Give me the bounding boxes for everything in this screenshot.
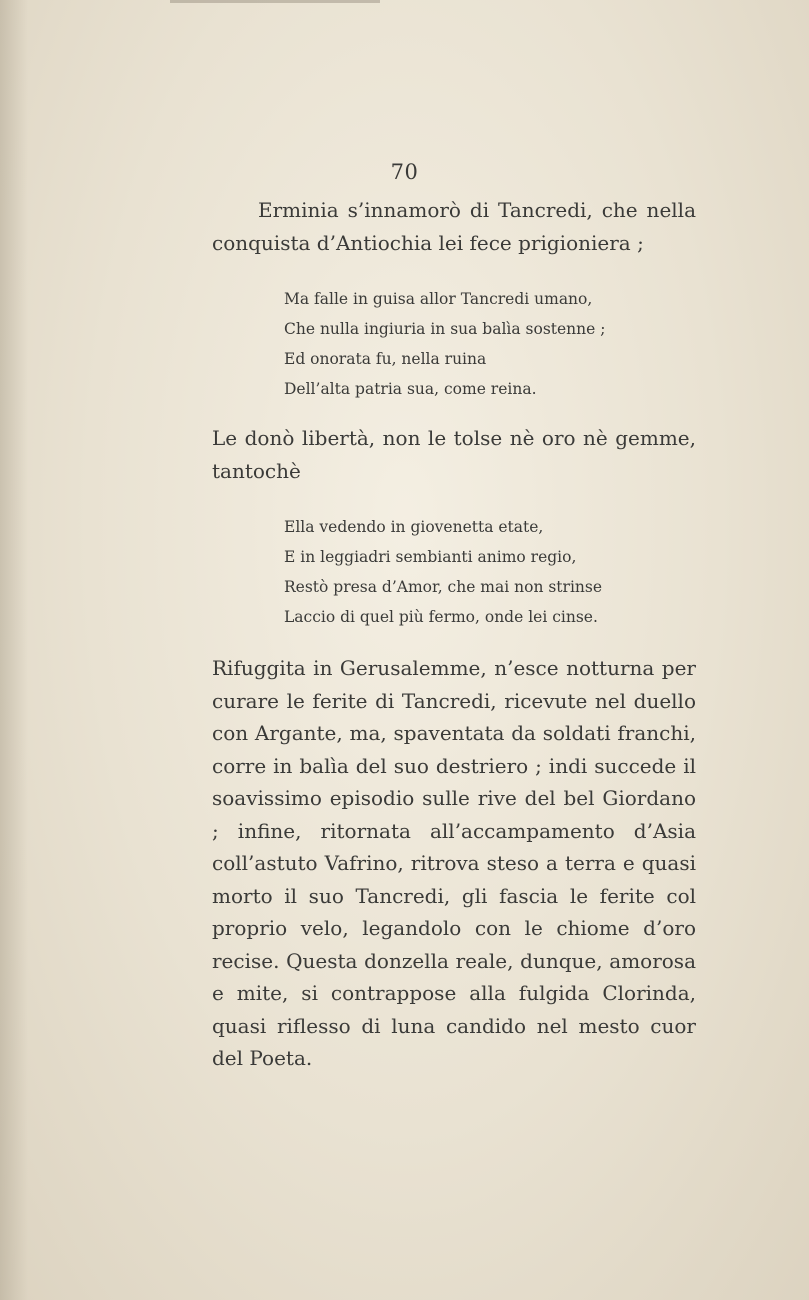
paragraph-jerusalem: Rifuggita in Gerusalemme, n’esce notturna per curare le ferite di Tancredi, ricevute nel duello con Argante, ma, spaventata da soldati franchi, corre in balìa del suo destriero ; indi succede il soavissimo episodio sulle rive del bel Giordano ; infine, ritornata all’accampamento d’Asia coll’astuto Vafrino, ritrova steso a terra e quasi morto il suo Tancredi, gli fascia le ferite col proprio velo, legandolo con le chiome d’oro recise. Questa donzella reale, dunque, amorosa e mite, si contrappose alla fulgida Clorinda, quasi riflesso di luna candido nel mesto cuor del Poeta. [212,656,696,1070]
paragraph-erminia-intro: Erminia s’innamorò di Tancredi, che nella conquista d’Antiochia lei fece prigioniera ; [212,198,696,255]
verse-line: Che nulla ingiuria in sua balìa sostenne ; [284,320,606,338]
page-number: 70 [390,160,419,184]
verse-line: Restò presa d’Amor, che mai non strinse [284,578,603,596]
verse-line: Ella vedendo in giovenetta etate, [284,518,544,536]
verse-quote-1 [284,284,704,404]
verse-line: Ma falle in guisa allor Tancredi umano, [284,290,593,308]
verse-line: Laccio di quel più fermo, onde lei cinse. [284,608,598,626]
verse-line: E in leggiadri sembianti animo regio, [284,548,577,566]
verse-quote-2 [284,512,704,632]
paragraph-liberty: Le donò libertà, non le tolse nè oro nè gemme, tantochè [212,426,696,483]
verse-line: Ed onorata fu, nella ruina [284,350,487,368]
verse-line: Dell’alta patria sua, come reina. [284,380,537,398]
